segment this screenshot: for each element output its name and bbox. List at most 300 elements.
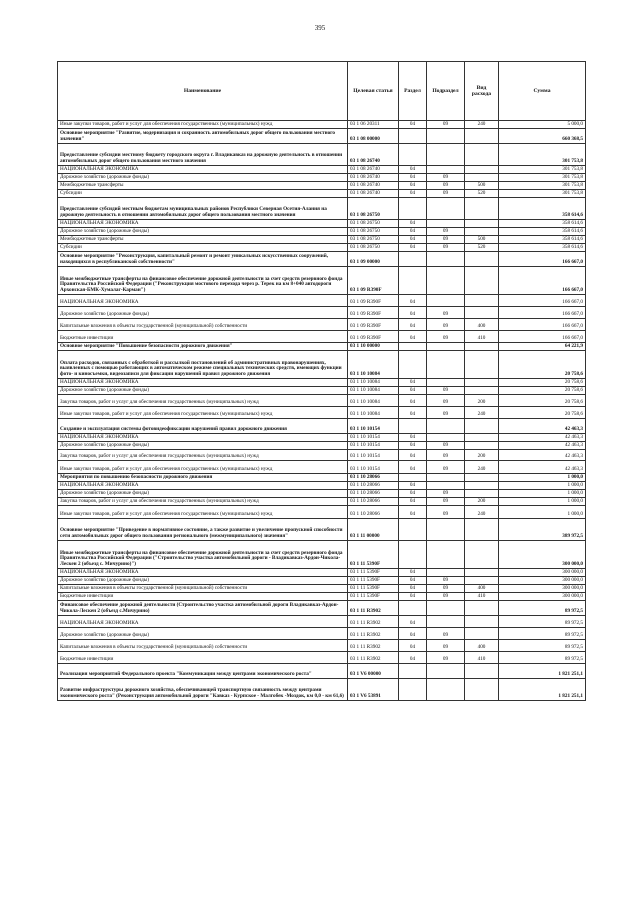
header-name: Наименование [58, 62, 348, 121]
table-row [58, 442, 586, 450]
row-subsection [427, 679, 465, 701]
budget-table [57, 61, 586, 701]
row-section: 04 [399, 434, 427, 442]
row-sum: 1 821 251,1 [499, 679, 586, 701]
row-section: 04 [399, 461, 427, 474]
row-expense-type [465, 482, 499, 490]
row-sum: 1 821 251,1 [499, 664, 586, 679]
row-section: 04 [399, 577, 427, 585]
row-section: 04 [399, 379, 427, 387]
row-subsection: 09 [427, 490, 465, 498]
row-sum: 300 000,0 [499, 569, 586, 577]
row-sum: 89 972,5 [499, 640, 586, 652]
table-row [58, 498, 586, 506]
row-sum: 1 000,0 [499, 498, 586, 506]
table-row [58, 585, 586, 593]
row-section: 04 [399, 442, 427, 450]
row-subsection: 09 [427, 307, 465, 319]
row-section: 04 [399, 244, 427, 252]
row-name: Оплата расходов, связанных с обработкой и рассылкой постановлений об административных правонарушениях, выявленных с помощью работающих в автоматическом режиме специальных технических средств, имеющих функции фото- и киносъемки, видеозаписи для фиксации нарушений правил дорожного движения [58, 351, 348, 379]
row-expense-type: 410 [465, 593, 499, 601]
row-target-code: 03 1 08 26740 [348, 182, 399, 190]
row-sum: 42 463,3 [499, 461, 586, 474]
row-target-code: 03 1 08 26750 [348, 244, 399, 252]
table-row [58, 252, 586, 267]
row-target-code: 03 1 11 R3902 [348, 601, 399, 616]
row-name: НАЦИОНАЛЬНАЯ ЭКОНОМИКА [58, 482, 348, 490]
row-sum: 89 972,5 [499, 601, 586, 616]
row-sum: 358 614,6 [499, 198, 586, 220]
row-subsection [427, 434, 465, 442]
row-section: 04 [399, 498, 427, 506]
row-sum: 301 753,8 [499, 166, 586, 174]
row-target-code: 03 1 11 5390F [348, 585, 399, 593]
row-sum: 358 614,6 [499, 244, 586, 252]
table-row [58, 319, 586, 331]
row-target-code: 03 1 09 R390F [348, 307, 399, 319]
table-row [58, 628, 586, 640]
row-sum: 5 000,0 [499, 121, 586, 129]
row-expense-type [465, 174, 499, 182]
table-row [58, 190, 586, 198]
row-subsection [427, 664, 465, 679]
row-expense-type [465, 228, 499, 236]
row-name: Дорожное хозяйство (дорожные фонды) [58, 174, 348, 182]
row-subsection: 09 [427, 450, 465, 461]
row-section: 04 [399, 228, 427, 236]
row-target-code: 03 1 V6 00000 [348, 664, 399, 679]
row-subsection: 09 [427, 461, 465, 474]
row-sum: 1 000,0 [499, 482, 586, 490]
row-sum: 389 972,5 [499, 519, 586, 541]
table-row [58, 490, 586, 498]
row-subsection: 09 [427, 331, 465, 343]
row-section [399, 343, 427, 351]
row-expense-type: 400 [465, 585, 499, 593]
table-row [58, 166, 586, 174]
table-row [58, 244, 586, 252]
row-target-code: 03 1 11 R3902 [348, 640, 399, 652]
row-subsection [427, 144, 465, 166]
table-row [58, 679, 586, 701]
row-name: Закупка товаров, работ и услуг для обеспечения государственных (муниципальных) нужд [58, 498, 348, 506]
row-sum: 42 463,3 [499, 419, 586, 434]
table-row [58, 482, 586, 490]
row-expense-type: 410 [465, 652, 499, 664]
row-subsection: 09 [427, 174, 465, 182]
row-subsection [427, 343, 465, 351]
row-expense-type: 500 [465, 236, 499, 244]
table-row [58, 474, 586, 482]
header-section: Раздел [399, 62, 427, 121]
table-row [58, 407, 586, 419]
table-row [58, 450, 586, 461]
row-expense-type [465, 679, 499, 701]
row-expense-type: 240 [465, 121, 499, 129]
row-name: Межбюджетные трансферты [58, 182, 348, 190]
table-row [58, 664, 586, 679]
row-subsection [427, 482, 465, 490]
row-target-code: 03 1 10 10154 [348, 450, 399, 461]
row-sum: 166 667,0 [499, 307, 586, 319]
row-sum: 166 667,0 [499, 319, 586, 331]
row-target-code: 03 1 11 R3902 [348, 652, 399, 664]
table-body [58, 121, 586, 701]
row-expense-type: 240 [465, 407, 499, 419]
row-target-code: 03 1 08 00000 [348, 129, 399, 144]
row-subsection [427, 166, 465, 174]
row-name: Дорожное хозяйство (дорожные фонды) [58, 577, 348, 585]
row-expense-type [465, 267, 499, 295]
row-expense-type: 400 [465, 640, 499, 652]
row-subsection: 09 [427, 228, 465, 236]
row-target-code: 03 1 08 26750 [348, 220, 399, 228]
row-section [399, 267, 427, 295]
row-name: Иные закупки товаров, работ и услуг для обеспечения государственных (муниципальных) нужд [58, 461, 348, 474]
row-subsection: 09 [427, 577, 465, 585]
row-expense-type [465, 434, 499, 442]
row-name: Бюджетные инвестиции [58, 652, 348, 664]
row-expense-type: 200 [465, 450, 499, 461]
row-subsection [427, 252, 465, 267]
row-target-code: 03 1 10 28066 [348, 506, 399, 519]
row-expense-type [465, 387, 499, 395]
row-expense-type: 240 [465, 506, 499, 519]
row-subsection: 09 [427, 652, 465, 664]
row-target-code: 03 1 11 00000 [348, 519, 399, 541]
row-name: НАЦИОНАЛЬНАЯ ЭКОНОМИКА [58, 434, 348, 442]
row-target-code: 03 1 06 20311 [348, 121, 399, 129]
row-subsection: 09 [427, 319, 465, 331]
row-subsection: 09 [427, 236, 465, 244]
row-subsection [427, 295, 465, 307]
row-name: Развитие инфраструктуры дорожного хозяйства, обеспечивающей транспортную связанность между центрами экономического роста" (Реконструкция автомобильной дороги "Кавказ - Курпское - Малгобек -Моздок, км 0,0 - км 61,6) [58, 679, 348, 701]
row-section: 04 [399, 190, 427, 198]
row-target-code: 03 1 08 26750 [348, 236, 399, 244]
row-name: Капитальные вложения в объекты государственной (муниципальной) собственности [58, 640, 348, 652]
table-row [58, 144, 586, 166]
row-target-code: 03 1 10 10154 [348, 434, 399, 442]
row-target-code: 03 1 09 00000 [348, 252, 399, 267]
row-section: 04 [399, 490, 427, 498]
row-subsection [427, 379, 465, 387]
row-section: 04 [399, 616, 427, 628]
row-section: 04 [399, 506, 427, 519]
row-target-code: 03 1 10 28066 [348, 490, 399, 498]
row-subsection [427, 267, 465, 295]
row-section [399, 541, 427, 569]
row-expense-type: 520 [465, 190, 499, 198]
row-target-code: 03 1 09 R390F [348, 267, 399, 295]
table-row [58, 307, 586, 319]
row-section [399, 252, 427, 267]
row-section: 04 [399, 331, 427, 343]
row-sum: 89 972,5 [499, 652, 586, 664]
row-subsection [427, 351, 465, 379]
row-sum: 20 758,6 [499, 395, 586, 407]
row-sum: 166 667,0 [499, 252, 586, 267]
row-expense-type [465, 343, 499, 351]
header-subsection: Подраздел [427, 62, 465, 121]
table-row [58, 228, 586, 236]
row-sum: 1 000,0 [499, 490, 586, 498]
table-row [58, 434, 586, 442]
table-row [58, 343, 586, 351]
row-target-code: 03 1 10 00000 [348, 343, 399, 351]
row-sum: 166 667,0 [499, 331, 586, 343]
row-name: Дорожное хозяйство (дорожные фонды) [58, 628, 348, 640]
table-row [58, 652, 586, 664]
row-name: Предоставление субсидии местному бюджету городского округа г. Владикавказ на дорожную деятельность в отношении автомобильных дорог общего пользования местного значения [58, 144, 348, 166]
table-row [58, 331, 586, 343]
row-name: Бюджетные инвестиции [58, 593, 348, 601]
table-row [58, 129, 586, 144]
header-expense-type: Вид расхода [465, 62, 499, 121]
row-name: НАЦИОНАЛЬНАЯ ЭКОНОМИКА [58, 379, 348, 387]
row-sum: 166 667,0 [499, 295, 586, 307]
row-subsection [427, 220, 465, 228]
row-subsection [427, 129, 465, 144]
row-section: 04 [399, 174, 427, 182]
row-subsection: 09 [427, 498, 465, 506]
row-expense-type [465, 442, 499, 450]
table-row [58, 379, 586, 387]
table-row [58, 121, 586, 129]
table-row [58, 461, 586, 474]
row-expense-type [465, 474, 499, 482]
row-name: Дорожное хозяйство (дорожные фонды) [58, 442, 348, 450]
row-sum: 301 753,8 [499, 190, 586, 198]
row-sum: 42 463,3 [499, 450, 586, 461]
row-sum: 89 972,5 [499, 628, 586, 640]
row-target-code: 03 1 10 28066 [348, 498, 399, 506]
page-number: 395 [314, 24, 326, 32]
row-sum: 89 972,5 [499, 616, 586, 628]
row-target-code: 03 1 11 5390F [348, 577, 399, 585]
row-section: 04 [399, 482, 427, 490]
row-target-code: 03 1 11 5390F [348, 569, 399, 577]
row-subsection: 09 [427, 593, 465, 601]
row-target-code: 03 1 11 R3902 [348, 628, 399, 640]
row-expense-type [465, 198, 499, 220]
row-section: 04 [399, 387, 427, 395]
row-expense-type [465, 569, 499, 577]
row-target-code: 03 1 08 26740 [348, 166, 399, 174]
table-row [58, 506, 586, 519]
row-expense-type [465, 252, 499, 267]
table-row [58, 351, 586, 379]
row-expense-type: 400 [465, 319, 499, 331]
row-subsection [427, 569, 465, 577]
row-name: Капитальные вложения в объекты государственной (муниципальной) собственности [58, 319, 348, 331]
row-expense-type [465, 419, 499, 434]
row-sum: 300 000,0 [499, 541, 586, 569]
row-sum: 300 000,0 [499, 593, 586, 601]
row-name: Иные межбюджетные трансферты на финансовое обеспечение дорожной деятельности за счет средств резервного фонда Правительства Российской Федерации ("Строительство участка автомобильной дороги - Владикавказ-Ардон-Чикола-Лескен 2 (объезд с. Мичурино)") [58, 541, 348, 569]
row-section [399, 144, 427, 166]
row-expense-type [465, 628, 499, 640]
row-expense-type: 410 [465, 331, 499, 343]
row-name: Основное мероприятие "Повышение безопасности дорожного движения" [58, 343, 348, 351]
row-sum: 300 000,0 [499, 585, 586, 593]
row-section: 04 [399, 652, 427, 664]
row-expense-type [465, 490, 499, 498]
row-section [399, 519, 427, 541]
row-expense-type [465, 295, 499, 307]
header-row [58, 62, 586, 121]
row-name: Бюджетные инвестиции [58, 331, 348, 343]
row-sum: 301 753,8 [499, 144, 586, 166]
row-subsection: 09 [427, 387, 465, 395]
row-expense-type [465, 129, 499, 144]
table-row [58, 220, 586, 228]
table-row [58, 616, 586, 628]
row-expense-type [465, 616, 499, 628]
row-target-code: 03 1 10 10084 [348, 387, 399, 395]
row-sum: 20 758,6 [499, 407, 586, 419]
row-sum: 358 614,6 [499, 228, 586, 236]
row-expense-type [465, 379, 499, 387]
row-name: Мероприятия по повышению безопасности дорожного движения [58, 474, 348, 482]
row-sum: 42 463,3 [499, 434, 586, 442]
row-subsection [427, 198, 465, 220]
row-section: 04 [399, 450, 427, 461]
row-sum: 301 753,8 [499, 174, 586, 182]
row-target-code: 03 1 08 26750 [348, 198, 399, 220]
row-name: Основное мероприятие "Приведение в нормативное состояние, а также развитие и увеличение пропускной способности сети автомобильных дорог общего пользования регионального (межмуниципального) значения" [58, 519, 348, 541]
row-subsection [427, 519, 465, 541]
row-target-code: 03 1 10 10154 [348, 419, 399, 434]
row-subsection: 09 [427, 442, 465, 450]
row-section [399, 664, 427, 679]
row-name: Иные закупки товаров, работ и услуг для обеспечения государственных (муниципальных) нужд [58, 121, 348, 129]
row-name: Субсидии [58, 244, 348, 252]
row-name: Финансовое обеспечение дорожной деятельности (Строительство участка автомобильной дороги Владикавказ-Ардон-Чикола-Лескен 2 (объезд с.Мичурино) [58, 601, 348, 616]
row-name: Иные закупки товаров, работ и услуг для обеспечения государственных (муниципальных) нужд [58, 506, 348, 519]
row-name: Иные закупки товаров, работ и услуг для обеспечения государственных (муниципальных) нужд [58, 407, 348, 419]
header-code: Целевая статья [348, 62, 399, 121]
row-sum: 166 667,0 [499, 267, 586, 295]
row-sum: 358 614,6 [499, 220, 586, 228]
table-row [58, 593, 586, 601]
table-row [58, 236, 586, 244]
row-name: Основное мероприятие "Реконструкция, капитальный ремонт и ремонт уникальных искусственных сооружений, находящихся в республиканской собственности" [58, 252, 348, 267]
row-name: НАЦИОНАЛЬНАЯ ЭКОНОМИКА [58, 569, 348, 577]
row-target-code: 03 1 10 10084 [348, 407, 399, 419]
row-section: 04 [399, 628, 427, 640]
row-name: Создание и эксплуатация системы фотовидеофиксации нарушений правил дорожного движения [58, 419, 348, 434]
row-sum: 300 000,0 [499, 577, 586, 585]
row-name: Закупка товаров, работ и услуг для обеспечения государственных (муниципальных) нужд [58, 450, 348, 461]
row-expense-type [465, 519, 499, 541]
row-section: 04 [399, 220, 427, 228]
row-subsection [427, 419, 465, 434]
row-name: НАЦИОНАЛЬНАЯ ЭКОНОМИКА [58, 220, 348, 228]
row-expense-type [465, 166, 499, 174]
row-target-code: 03 1 10 10084 [348, 351, 399, 379]
row-section: 04 [399, 640, 427, 652]
row-subsection [427, 541, 465, 569]
table-row [58, 267, 586, 295]
row-target-code: 03 1 10 10084 [348, 395, 399, 407]
row-expense-type [465, 577, 499, 585]
row-expense-type [465, 307, 499, 319]
row-section: 04 [399, 307, 427, 319]
row-sum: 1 000,0 [499, 506, 586, 519]
row-target-code: 03 1 09 R390F [348, 331, 399, 343]
row-section: 04 [399, 121, 427, 129]
row-name: Дорожное хозяйство (дорожные фонды) [58, 307, 348, 319]
table-row [58, 577, 586, 585]
row-subsection: 09 [427, 407, 465, 419]
row-subsection: 09 [427, 395, 465, 407]
row-target-code: 03 1 V6 53891 [348, 679, 399, 701]
row-subsection: 09 [427, 640, 465, 652]
row-name: Капитальные вложения в объекты государственной (муниципальной) собственности [58, 585, 348, 593]
row-expense-type [465, 144, 499, 166]
table-row [58, 395, 586, 407]
row-name: Иные межбюджетные трансферты на финансовое обеспечение дорожной деятельности за счет средств резервного фонда Правительства Российской Федерации ("Реконструкция мостового перехода через р. Терек на км 8+040 автодороги Архонская-БМК-Хумалаг-Карман") [58, 267, 348, 295]
row-target-code: 03 1 11 5390F [348, 541, 399, 569]
row-name: Реализация мероприятий Федерального проекта "Коммуникации между центрами экономического роста" [58, 664, 348, 679]
row-section: 04 [399, 585, 427, 593]
table-row [58, 601, 586, 616]
row-expense-type: 520 [465, 244, 499, 252]
row-sum: 301 753,8 [499, 182, 586, 190]
row-subsection [427, 616, 465, 628]
row-name: Основное мероприятие "Развитие, модернизация и сохранность автомобильных дорог общего пользования местного значения" [58, 129, 348, 144]
row-subsection: 09 [427, 585, 465, 593]
table-row [58, 198, 586, 220]
table-row [58, 640, 586, 652]
row-expense-type [465, 220, 499, 228]
row-expense-type [465, 351, 499, 379]
table-row [58, 519, 586, 541]
row-subsection: 09 [427, 190, 465, 198]
row-target-code: 03 1 10 10154 [348, 442, 399, 450]
row-sum: 1 000,0 [499, 474, 586, 482]
table-row [58, 419, 586, 434]
row-name: Закупка товаров, работ и услуг для обеспечения государственных (муниципальных) нужд [58, 395, 348, 407]
row-sum: 42 463,3 [499, 442, 586, 450]
row-section: 04 [399, 407, 427, 419]
table-row [58, 174, 586, 182]
row-section: 04 [399, 166, 427, 174]
row-target-code: 03 1 10 10154 [348, 461, 399, 474]
row-section [399, 351, 427, 379]
row-section [399, 601, 427, 616]
row-name: Дорожное хозяйство (дорожные фонды) [58, 228, 348, 236]
row-target-code: 03 1 09 R390F [348, 295, 399, 307]
table-row [58, 541, 586, 569]
row-subsection [427, 601, 465, 616]
row-name: НАЦИОНАЛЬНАЯ ЭКОНОМИКА [58, 616, 348, 628]
table-row [58, 387, 586, 395]
row-subsection: 09 [427, 244, 465, 252]
row-expense-type [465, 664, 499, 679]
row-target-code: 03 1 10 28066 [348, 482, 399, 490]
row-section: 04 [399, 182, 427, 190]
row-section [399, 679, 427, 701]
table-row [58, 295, 586, 307]
row-sum: 20 758,6 [499, 387, 586, 395]
row-target-code: 03 1 08 26740 [348, 174, 399, 182]
row-name: НАЦИОНАЛЬНАЯ ЭКОНОМИКА [58, 295, 348, 307]
row-name: Дорожное хозяйство (дорожные фонды) [58, 387, 348, 395]
row-name: Предоставление субсидий местным бюджетам муниципальных районов Республики Северная Осетия-Алания на дорожную деятельность в отношении автомобильных дорог общего пользования местного значения [58, 198, 348, 220]
row-sum: 64 221,9 [499, 343, 586, 351]
row-expense-type [465, 601, 499, 616]
